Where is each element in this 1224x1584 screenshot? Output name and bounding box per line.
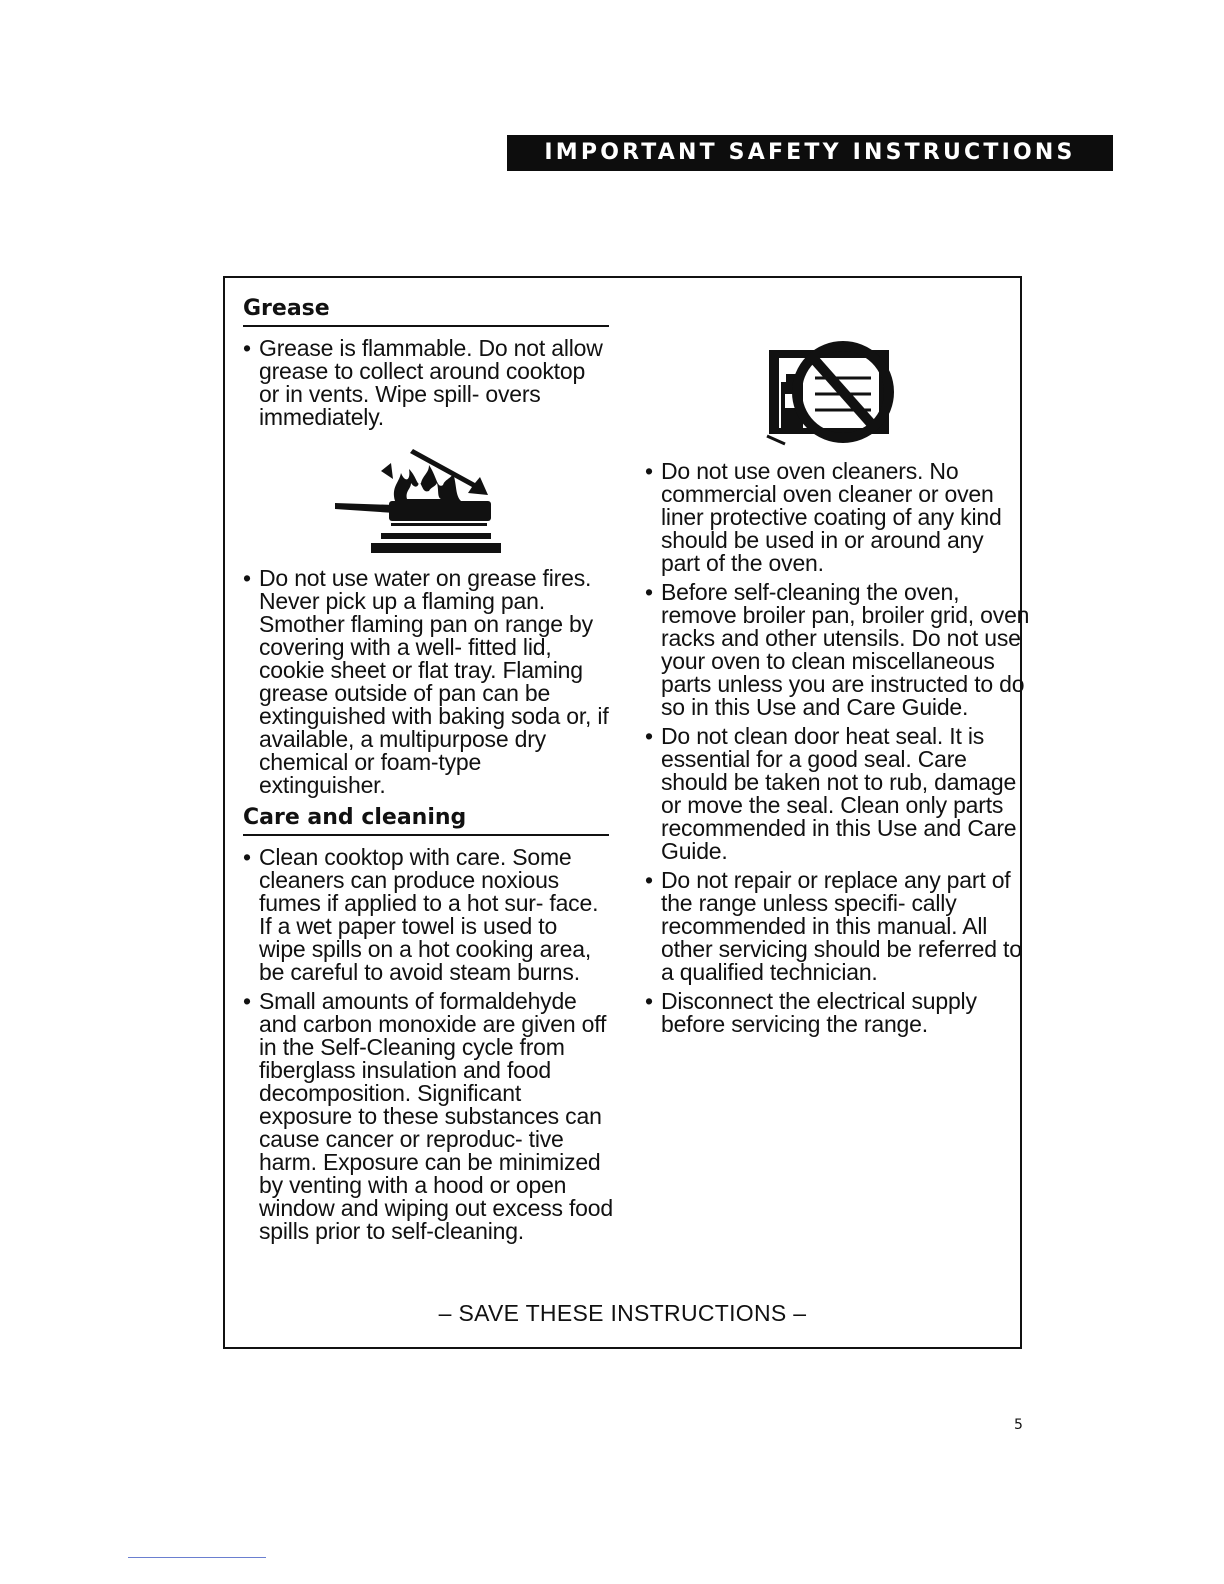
footer-rule (128, 1557, 266, 1558)
grease-item-2: • Do not use water on grease fires. Never pick up a flaming pan. Smother flaming pan on range by covering with a well- fitted lid, cookie sheet or flat tray. Flaming grease outside of pan can be extinguished with baking soda or, if available, a multipurpose dry chemical or foam-type extinguisher. (243, 567, 609, 797)
page-header-title: IMPORTANT SAFETY INSTRUCTIONS (507, 135, 1113, 171)
right-item-1: • Do not use oven cleaners. No commercial oven cleaner or oven liner protective coating of any kind should be used in or around any part of the oven. (645, 460, 1019, 575)
right-column (645, 338, 1030, 1042)
grease-heading: Grease (243, 296, 609, 327)
right-item-3: • Do not clean door heat seal. It is essential for a good seal. Care should be taken not to rub, damage or move the seal. Clean only parts recommended in this Use and Care Guide. (645, 725, 1031, 863)
page-number: 5 (1014, 1417, 1023, 1433)
left-column (243, 296, 613, 1249)
flaming-pan-icon (325, 443, 525, 561)
right-item-5: • Disconnect the electrical supply before servicing the range. (645, 990, 1033, 1036)
grease-item-1: • Grease is flammable. Do not allow grease to collect around cooktop or in vents. Wipe spill- overs immediately. (243, 337, 609, 429)
safety-instructions-box (223, 276, 1030, 1349)
care-item-1: • Clean cooktop with care. Some cleaners can produce noxious fumes if applied to a hot sur- face. If a wet paper towel is used to wipe spills on a hot cooking area, be careful to avoid steam burns. (243, 846, 604, 984)
care-item-2: • Small amounts of formaldehyde and carbon monoxide are given off in the Self-Cleaning cycle from fiberglass insulation and food decomposition. Significant exposure to these substances can cause cancer or reproduc- tive harm. Exposure can be minimized by venting with a hood or open window and wiping out excess food spills prior to self-cleaning. (243, 990, 614, 1243)
no-oven-cleaner-icon (755, 338, 905, 448)
care-cleaning-heading: Care and cleaning (243, 805, 609, 836)
right-item-4: • Do not repair or replace any part of the range unless specifi- cally recommended in this manual. All other servicing should be referred to a qualified technician. (645, 869, 1033, 984)
save-instructions-note: – SAVE THESE INSTRUCTIONS – (438, 1300, 807, 1326)
right-item-2: • Before self-cleaning the oven, remove broiler pan, broiler grid, oven racks and other utensils. Do not use your oven to clean miscellaneous parts unless you are instructed to do so in this Use and Care Guide. (645, 581, 1031, 719)
